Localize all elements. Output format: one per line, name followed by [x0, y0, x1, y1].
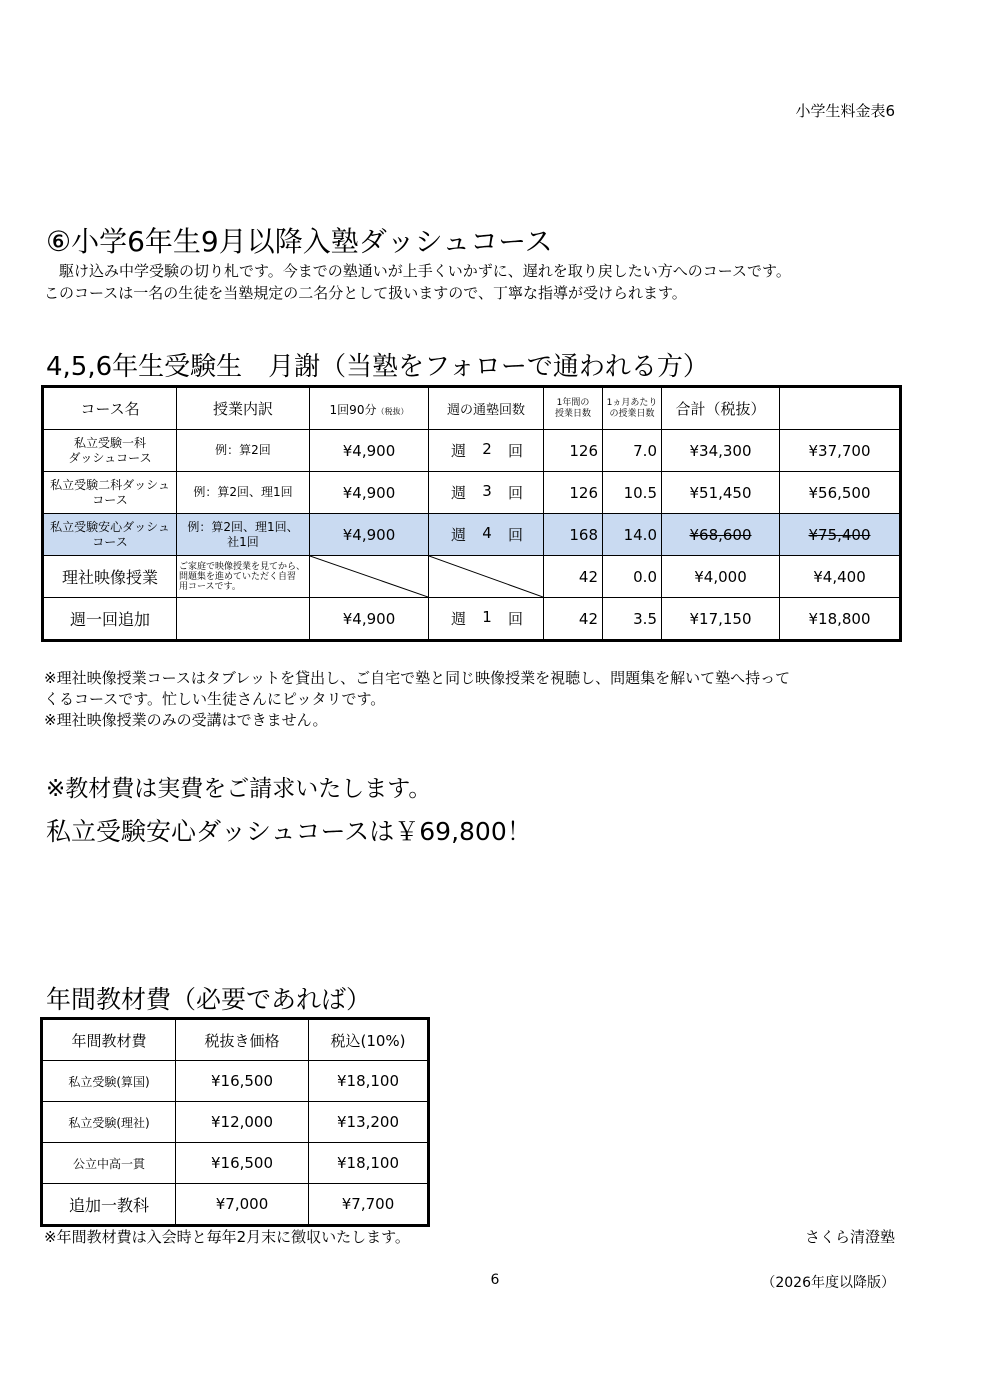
table-row [43, 472, 901, 514]
weekly-count: 週 3 回 [429, 472, 544, 514]
description-line: このコースは一名の生徒を当塾規定の二名分として扱いますので、丁寧な指導が受けられます。 [44, 284, 687, 302]
tax-price: ¥4,400 [780, 556, 901, 598]
course-name: 私立受験二科ダッシュ コース [43, 472, 177, 514]
section-title-dash-course: ⑥小学6年生9月以降入塾ダッシュコース [46, 225, 553, 258]
total-price: ¥4,000 [662, 556, 780, 598]
header-tax [780, 387, 901, 430]
material-price: ¥12,000 [176, 1102, 309, 1143]
monthly-days: 10.5 [603, 472, 662, 514]
header-material-name: 年間教材費 [42, 1019, 176, 1061]
note-line: くるコースです。忙しい生徒さんにピッタリです。 [44, 690, 386, 708]
table-row [43, 556, 901, 598]
tax-price-struck: ¥75,400 [780, 514, 901, 556]
table-row-highlighted [43, 514, 901, 556]
material-name: 私立受験(算国) [42, 1061, 176, 1102]
tax-price: ¥18,800 [780, 598, 901, 641]
monthly-fee-table [41, 385, 902, 642]
annual-days: 42 [544, 598, 603, 641]
note-line: ※理社映像授業コースはタブレットを貸出し、ご自宅で塾と同じ映像授業を視聴し、問題集を解いて塾へ持って [44, 669, 791, 687]
dash-course-price-notice: 私立受験安心ダッシュコースは￥69,800！ [46, 817, 532, 846]
lesson-price: ¥4,900 [310, 472, 429, 514]
monthly-days: 7.0 [603, 430, 662, 472]
table-header-row [42, 1019, 429, 1061]
weekly-count: 週 2 回 [429, 430, 544, 472]
description-line: 駆け込み中学受験の切り札です。今までの塾通いが上手くいかずに、遅れを取り戻したい方へのコースです。 [44, 262, 791, 280]
table-row [42, 1061, 429, 1102]
annual-days: 126 [544, 472, 603, 514]
note-line: ※理社映像授業のみの受講はできません。 [44, 711, 328, 729]
lesson-content: 例：算2回、理1回 [177, 472, 310, 514]
weekly-count: 週 4 回 [429, 514, 544, 556]
header-course: コース名 [43, 387, 177, 430]
header-content: 授業内訳 [177, 387, 310, 430]
total-price: ¥51,450 [662, 472, 780, 514]
lesson-content: 例：算2回、理1回、 社1回 [177, 514, 310, 556]
total-price-struck: ¥68,600 [662, 514, 780, 556]
material-name: 公立中高一貫 [42, 1143, 176, 1184]
table-header-row [43, 387, 901, 430]
table-row [42, 1184, 429, 1226]
annual-days: 168 [544, 514, 603, 556]
lesson-price: ¥4,900 [310, 598, 429, 641]
header-monthly-days: 1ヵ月あたり の授業日数 [603, 387, 662, 430]
lesson-price: ¥4,900 [310, 430, 429, 472]
empty-cell-diagonal [310, 556, 429, 598]
header-material-tax: 税込(10%) [309, 1019, 429, 1061]
material-collection-note: ※年間教材費は入会時と毎年2月末に徴収いたします。 [44, 1228, 410, 1246]
table-row [43, 430, 901, 472]
material-name: 追加一教科 [42, 1184, 176, 1226]
annual-days: 126 [544, 430, 603, 472]
notes-block [44, 668, 790, 731]
monthly-days: 14.0 [603, 514, 662, 556]
course-name: 私立受験安心ダッシュ コース [43, 514, 177, 556]
section-title-monthly-fee: 4,5,6年生受験生 月謝（当塾をフォローで通われる方） [46, 352, 709, 382]
material-price: ¥7,000 [176, 1184, 309, 1226]
header-annual-days: 1年間の 授業日数 [544, 387, 603, 430]
lesson-content: 例：算2回 [177, 430, 310, 472]
header-weekly: 週の通塾回数 [429, 387, 544, 430]
material-tax: ¥13,200 [309, 1102, 429, 1143]
monthly-days: 3.5 [603, 598, 662, 641]
tax-price: ¥56,500 [780, 472, 901, 514]
course-description [44, 260, 791, 304]
material-tax: ¥18,100 [309, 1143, 429, 1184]
material-name: 私立受験(理社) [42, 1102, 176, 1143]
table-row [42, 1102, 429, 1143]
lesson-content-note: ご家庭で映像授業を見てから、 問題集を進めていただく自習 用コースです。 [177, 556, 310, 598]
course-name: 週一回追加 [43, 598, 177, 641]
header-per-lesson: 1回90分（税抜） [310, 387, 429, 430]
lesson-price: ¥4,900 [310, 514, 429, 556]
table-row [42, 1143, 429, 1184]
course-name: 私立受験一科 ダッシュコース [43, 430, 177, 472]
material-cost-notice: ※教材費は実費をご請求いたします。 [46, 776, 432, 802]
section-title-materials: 年間教材費（必要であれば） [46, 985, 372, 1014]
tax-price: ¥37,700 [780, 430, 901, 472]
material-tax: ¥7,700 [309, 1184, 429, 1226]
document-label: 小学生料金表6 [795, 102, 895, 120]
edition-label: （2026年度以降版） [761, 1275, 895, 1291]
total-price: ¥17,150 [662, 598, 780, 641]
weekly-count: 週 1 回 [429, 598, 544, 641]
lesson-content [177, 598, 310, 641]
material-price: ¥16,500 [176, 1061, 309, 1102]
annual-days: 42 [544, 556, 603, 598]
header-material-price: 税抜き価格 [176, 1019, 309, 1061]
material-fee-table [40, 1017, 430, 1227]
monthly-days: 0.0 [603, 556, 662, 598]
header-total: 合計（税抜） [662, 387, 780, 430]
total-price: ¥34,300 [662, 430, 780, 472]
empty-cell-diagonal [429, 556, 544, 598]
table-row [43, 598, 901, 641]
material-price: ¥16,500 [176, 1143, 309, 1184]
school-name: さくら清澄塾 [804, 1228, 895, 1246]
page-number: 6 [490, 1272, 500, 1288]
course-name: 理社映像授業 [43, 556, 177, 598]
material-tax: ¥18,100 [309, 1061, 429, 1102]
